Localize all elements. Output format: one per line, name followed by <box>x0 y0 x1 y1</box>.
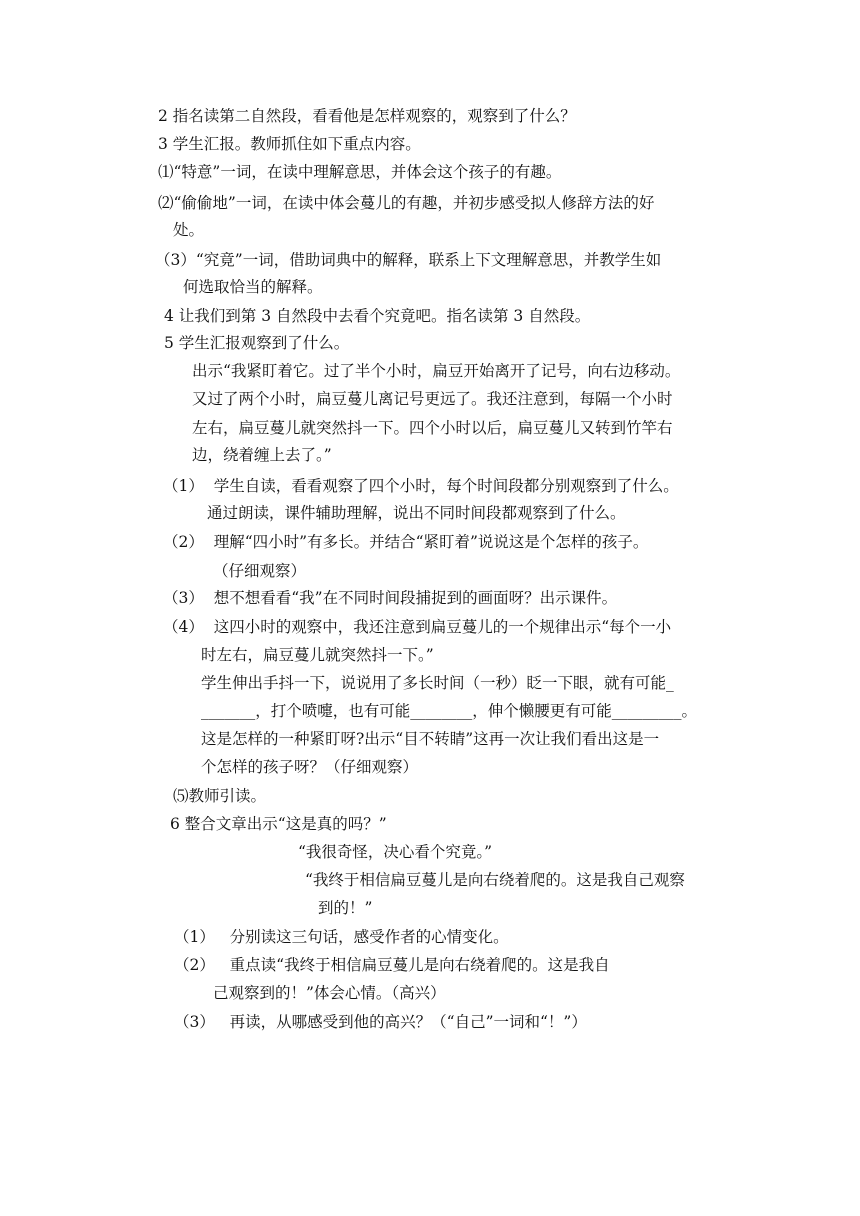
quote-line: 到的！” <box>318 899 373 917</box>
paragraph-line: 时左右，扁豆蔓儿就突然抖一下。” <box>201 646 434 664</box>
paragraph-line: （1） 分别读这三句话，感受作者的心情变化。 <box>174 928 509 946</box>
paragraph-line: 通过朗读，课件辅助理解，说出不同时间段都观察到了什么。 <box>207 504 626 522</box>
paragraph-line: 6 整合文章出示“这是真的吗？” <box>170 815 387 833</box>
paragraph-line: （4） 这四小时的观察中，我还注意到扁豆蔓儿的一个规律出示“每个一小 <box>163 618 672 636</box>
paragraph-line: 这是怎样的一种紧盯呀?出示“目不转睛”这再一次让我们看出这是一 <box>201 730 660 748</box>
paragraph-line: （仔细观察） <box>213 562 307 580</box>
paragraph-line: 5 学生汇报观察到了什么。 <box>164 334 350 352</box>
paragraph-line: 3 学生汇报。教师抓住如下重点内容。 <box>158 135 421 153</box>
quote-line: 出示“我紧盯着它。过了半个小时，扁豆开始离开了记号，向右边移动。 <box>192 362 681 380</box>
quote-line: “我终于相信扁豆蔓儿是向右绕着爬的。这是我自己观察 <box>305 871 685 889</box>
paragraph-line: 4 让我们到第 3 自然段中去看个究竟吧。指名读第 3 自然段。 <box>164 307 591 325</box>
paragraph-line: 2 指名读第二自然段，看看他是怎样观察的，观察到了什么？ <box>158 107 576 125</box>
paragraph-line: ⑵“偷偷地”一词，在读中体会蔓儿的有趣，并初步感受拟人修辞方法的好 <box>158 194 655 212</box>
paragraph-line: 处。 <box>173 221 205 239</box>
paragraph-line: 何选取恰当的解释。 <box>183 278 323 296</box>
paragraph-line: （2） 理解“四小时”有多长。并结合“紧盯着”说说这是个怎样的孩子。 <box>163 533 649 551</box>
quote-line: 左右，扁豆蔓儿就突然抖一下。四个小时以后，扁豆蔓儿又转到竹竿右 <box>192 419 673 437</box>
paragraph-line: （2） 重点读“我终于相信扁豆蔓儿是向右绕着爬的。这是我自 <box>174 956 610 974</box>
paragraph-line: _______，打个喷嚏，也有可能________，伸个懒腰更有可能_________。 <box>201 702 698 720</box>
quote-line: 又过了两个小时，扁豆蔓儿离记号更远了。我还注意到，每隔一个小时 <box>192 390 673 408</box>
paragraph-line: ⑴“特意”一词，在读中理解意思，并体会这个孩子的有趣。 <box>158 163 562 181</box>
paragraph-line: ⑸教师引读。 <box>173 787 267 805</box>
paragraph-line: （3） 再读，从哪感受到他的高兴？（“自己”一词和“！”） <box>174 1013 587 1031</box>
paragraph-line: 己观察到的！”体会心情。（高兴） <box>213 984 446 1002</box>
paragraph-line: 个怎样的孩子呀？（仔细观察） <box>201 758 419 776</box>
quote-line: “我很奇怪，决心看个究竟。” <box>298 843 493 861</box>
quote-line: 边，绕着缠上去了。” <box>192 446 332 464</box>
paragraph-line: （3）“究竟”一词，借助词典中的解释，联系上下文理解意思，并教学生如 <box>155 251 662 269</box>
paragraph-line: （3） 想不想看看“我”在不同时间段捕捉到的画面呀？出示课件。 <box>163 589 618 607</box>
paragraph-line: （1） 学生自读，看看观察了四个小时，每个时间段都分别观察到了什么。 <box>163 477 679 495</box>
paragraph-line: 学生伸出手抖一下，说说用了多长时间（一秒）眨一下眼，就有可能_ <box>201 674 674 692</box>
